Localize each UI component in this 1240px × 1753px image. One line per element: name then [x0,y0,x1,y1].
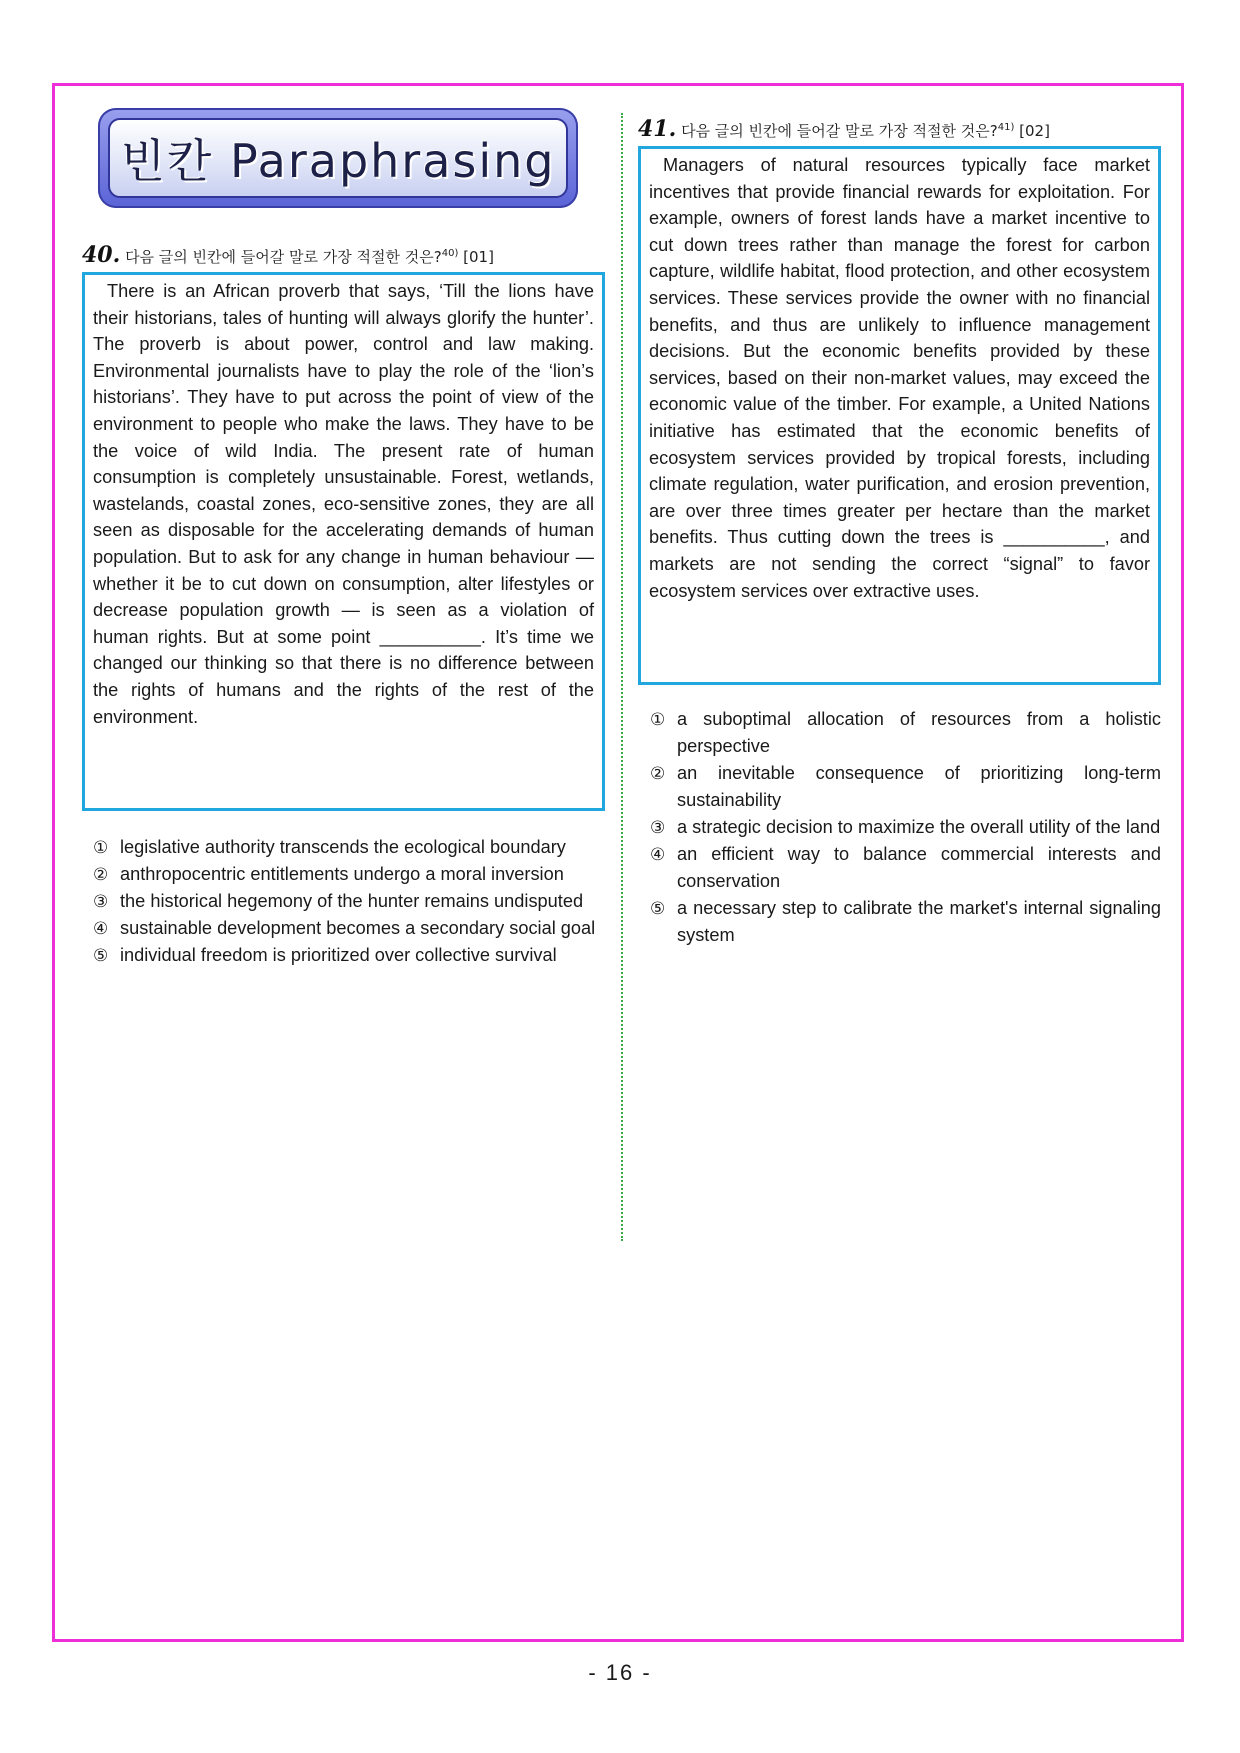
question-40-option-3[interactable] [93,888,604,915]
question-40-footnote: 40) [441,248,459,259]
question-41-options [650,706,1161,949]
option-mark: ⑤ [93,946,109,965]
option-text: anthropocentric entitlements undergo a moral inversion [120,864,564,884]
option-text: a suboptimal allocation of resources from a holistic perspective [677,709,1161,756]
option-text: a strategic decision to maximize the overall utility of the land [677,817,1161,837]
question-41-prompt: 다음 글의 빈칸에 들어갈 말로 가장 적절한 것은? [681,122,998,140]
section-banner [98,108,578,208]
option-text: an inevitable consequence of prioritizing long-term sustainability [677,763,1161,810]
question-40-option-2[interactable] [93,861,604,888]
column-divider [621,113,623,1241]
question-40-tag: [01] [463,248,494,266]
question-40-header [82,242,494,268]
question-40-options [93,834,604,969]
question-40-option-1[interactable] [93,834,604,861]
page-number: - 16 - [588,1660,652,1685]
option-text: the historical hegemony of the hunter remains undisputed [120,891,584,911]
option-mark: ④ [650,845,666,864]
section-title: 빈칸 Paraphrasing [120,134,556,188]
option-text: legislative authority transcends the ecological boundary [120,837,566,857]
question-41-option-4[interactable] [650,841,1161,895]
question-40-number: 40. [82,242,121,268]
option-text: sustainable development becomes a secondary social goal [120,918,596,938]
question-41-tag: [02] [1019,122,1050,140]
option-text: an efficient way to balance commercial interests and conservation [677,844,1161,891]
question-41-option-3[interactable] [650,814,1161,841]
question-40-option-5[interactable] [93,942,604,969]
option-mark: ① [93,838,109,857]
question-41-passage: Managers of natural resources typically face market incentives that provide financial rewards for exploitation. For example, owners of forest lands have a market incentive to cut down trees rather than manage the forest for carbon capture, wildlife habitat, flood protection, and other ecosystem services. These services provide the owner with no financial benefits, and thus are unlikely to influence management decisions. But the economic benefits provided by these services, based on their non-market values, may exceed the economic value of the timber. For example, a United Nations initiative has estimated that the economic benefits of ecosystem services provided by tropical forests, including climate regulation, water purification, and erosion prevention, are over three times greater per hectare than the market benefits. Thus cutting down the trees is __________, and markets are not sending the correct “signal” to favor ecosystem services over extractive uses. [638,146,1161,685]
question-40-option-4[interactable] [93,915,604,942]
option-mark: ⑤ [650,899,666,918]
question-41-number: 41. [638,116,677,142]
option-text: a necessary step to calibrate the market's internal signaling system [677,898,1161,945]
question-41-footnote: 41) [997,122,1015,133]
option-mark: ② [650,764,666,783]
section-banner-inner [108,118,568,198]
option-mark: ③ [650,818,666,837]
option-text: individual freedom is prioritized over collective survival [120,945,557,965]
option-mark: ③ [93,892,109,911]
question-41-option-2[interactable] [650,760,1161,814]
option-mark: ④ [93,919,109,938]
question-40-prompt: 다음 글의 빈칸에 들어갈 말로 가장 적절한 것은? [125,248,442,266]
option-mark: ② [93,865,109,884]
option-mark: ① [650,710,666,729]
question-41-header [638,116,1050,142]
question-40-passage: There is an African proverb that says, ‘Till the lions have their historians, tales of hunting will always glorify the hunter’. The proverb is about power, control and law making. Environmental journalists have to play the role of the ‘lion’s historians’. They have to put across the point of view of the environment to people who make the laws. They have to be the voice of wild India. The present rate of human consumption is completely unsustainable. Forest, wetlands, wastelands, coastal zones, eco-sensitive zones, they are all seen as disposable for the accelerating demands of human population. But to ask for any change in human behaviour — whether it be to cut down on consumption, alter lifestyles or decrease population growth — is seen as a violation of human rights. But at some point __________. It’s time we changed our thinking so that there is no difference between the rights of humans and the rights of the rest of the environment. [82,272,605,811]
question-41-option-1[interactable] [650,706,1161,760]
question-41-option-5[interactable] [650,895,1161,949]
